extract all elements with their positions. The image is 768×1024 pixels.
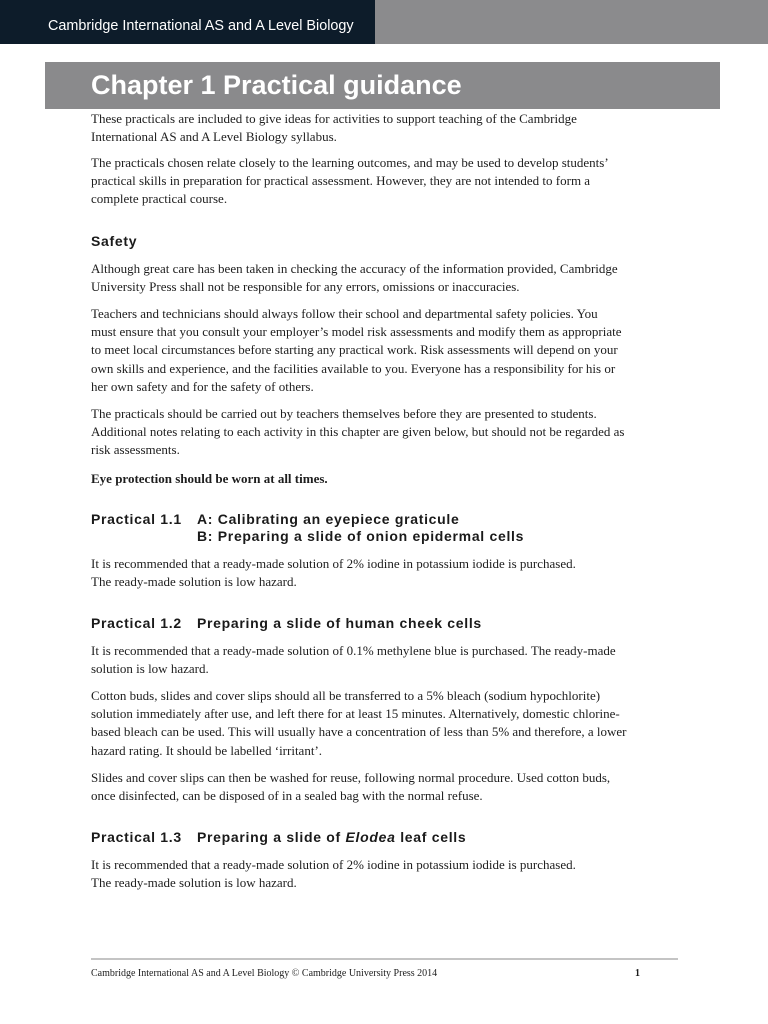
footer-copyright: Cambridge International AS and A Level Biology © Cambridge University Press 2014 [91,968,438,979]
text-line: It is recommended that a ready-made solution of 0.1% methylene blue is purchased. The ready-made [91,643,616,658]
species-name: Elodea [345,829,396,845]
text-line: Additional notes relating to each activity in this chapter are given below, but should not be regarded as [91,424,625,440]
page-number: 1 [635,968,640,979]
text-line: The ready-made solution is low hazard. [91,574,297,590]
text-line: The practicals should be carried out by teachers themselves before they are presented to students. [91,406,597,421]
practical-paragraph [91,769,610,805]
series-banner [0,0,375,44]
practical-paragraph [91,555,576,591]
practical-paragraph [91,687,626,760]
practical-title-line [197,829,466,846]
text-line: own skills and experience, and the facilities available to you. Everyone has a responsibility for his or [91,360,616,376]
safety-paragraph [91,305,622,396]
text-line: practical skills in preparation for practical assessment. However, they are not intended to form a [91,173,591,189]
text-line: It is recommended that a ready-made solution of 2% iodine in potassium iodide is purchased. [91,556,576,571]
practical-title-line: B: Preparing a slide of onion epidermal cells [197,528,525,544]
text-line: her own safety and for the safety of others. [91,378,314,394]
safety-paragraph [91,260,618,296]
practical-paragraph [91,856,576,892]
practical-title-line: Preparing a slide of human cheek cells [197,615,482,631]
text-line: International AS and A Level Biology syllabus. [91,129,337,145]
text-line: Although great care has been taken in checking the accuracy of the information provided, Cambridge [91,261,618,276]
text-line: to meet local circumstances before starting any practical work. Risk assessments will depend on your [91,342,618,358]
text-line: Cotton buds, slides and cover slips should all be transferred to a 5% bleach (sodium hypochlorite) [91,688,601,703]
practical-title [197,511,524,545]
practical-label: Practical 1.2 [91,615,182,631]
safety-paragraph [91,405,624,460]
text-line: solution is low hazard. [91,661,209,677]
series-title: Cambridge International AS and A Level Biology [48,18,354,34]
text-line: These practicals are included to give ideas for activities to support teaching of the Cambridge [91,111,577,126]
text-line: Slides and cover slips can then be washed for reuse, following normal procedure. Used cotton buds, [91,770,611,785]
practical-paragraph [91,642,616,678]
practical-1-3-heading [91,829,466,846]
text-line: once disinfected, can be disposed of in a sealed bag with the normal refuse. [91,788,483,804]
chapter-title-band [45,62,720,109]
text-line: risk assessments. [91,442,180,458]
practical-title-line: A: Calibrating an eyepiece graticule [197,511,460,527]
text-line: must ensure that you consult your employer’s model risk assessments and modify them as appropriate [91,324,622,340]
practical-title [197,615,482,632]
practical-1-2-heading [91,615,482,632]
text-line: It is recommended that a ready-made solution of 2% iodine in potassium iodide is purchased. [91,857,576,872]
practical-1-1-heading [91,511,524,545]
intro-paragraph [91,154,609,209]
safety-heading: Safety [91,233,138,249]
top-banner [0,0,768,44]
practical-label: Practical 1.3 [91,829,182,845]
chapter-title: Chapter 1 Practical guidance [91,70,462,100]
text-line: complete practical course. [91,191,228,207]
text-line: solution immediately after use, and left there for at least 15 minutes. Alternatively, domestic chlorine- [91,706,620,722]
practical-label: Practical 1.1 [91,511,182,527]
text-line: based bleach can be used. This will usually have a concentration of less than 5% and therefore, a lower [91,724,627,740]
text-line: University Press shall not be responsible for any errors, omissions or inaccuracies. [91,279,520,295]
title-text: leaf cells [395,829,467,845]
text-line: The ready-made solution is low hazard. [91,875,297,891]
text-line: Teachers and technicians should always follow their school and departmental safety policies. You [91,306,598,321]
text-line: hazard rating. It should be labelled ‘irritant’. [91,742,323,758]
footer-rule [91,958,678,960]
eye-protection-warning [91,470,328,488]
intro-paragraph [91,110,577,146]
title-text: Preparing a slide of [197,829,346,845]
text-line: The practicals chosen relate closely to the learning outcomes, and may be used to develop students’ [91,155,609,170]
text-line: Eye protection should be worn at all times. [91,471,328,486]
practical-title [197,829,466,846]
